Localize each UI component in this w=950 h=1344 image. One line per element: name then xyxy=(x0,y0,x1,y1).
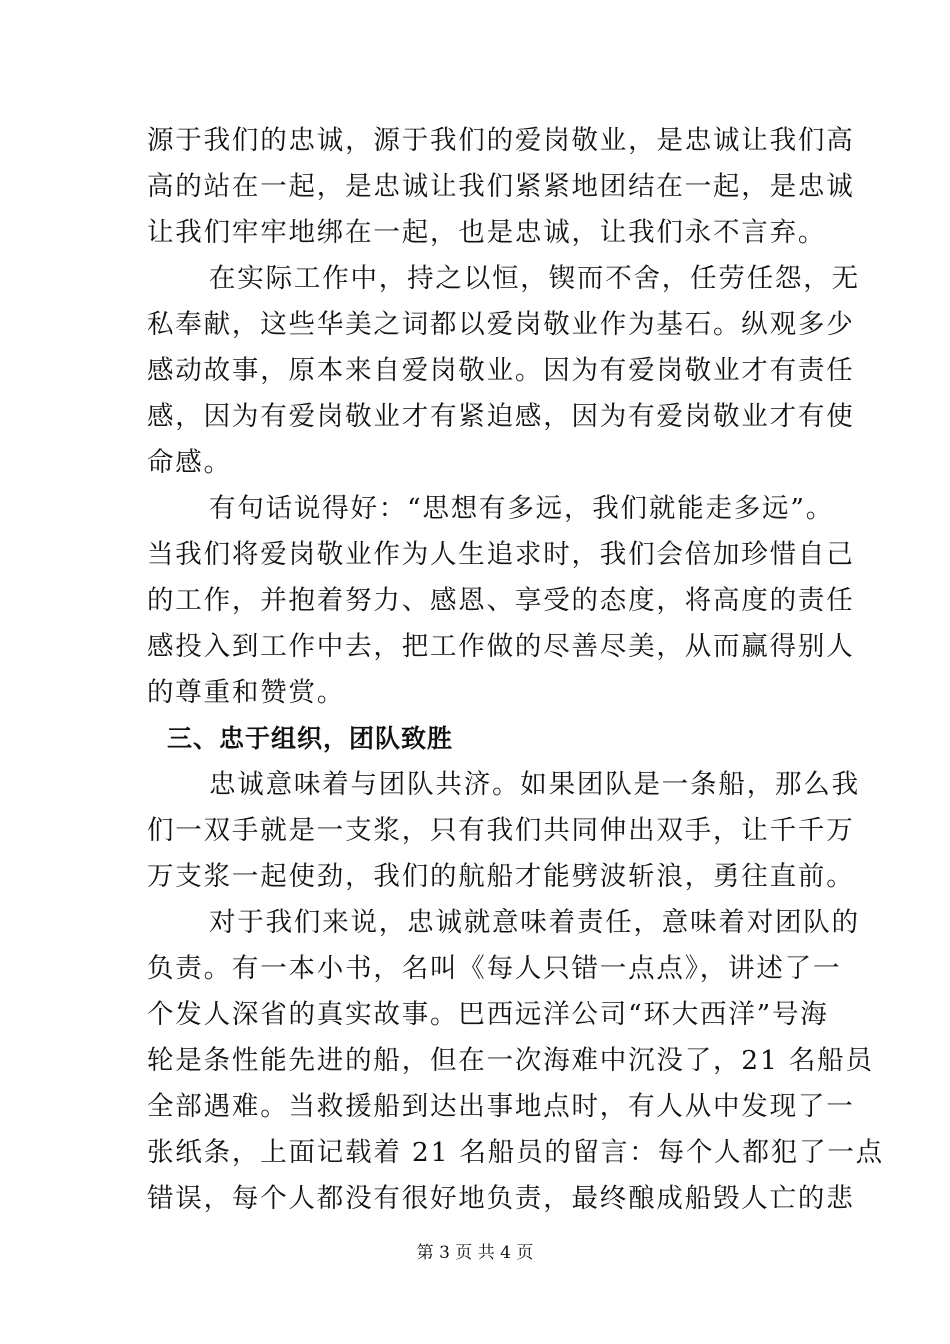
text-line: 当我们将爱岗敬业作为人生追求时，我们会倍加珍惜自己 xyxy=(147,539,855,570)
text-line: 错误，每个人都没有很好地负责，最终酿成船毁人亡的悲 xyxy=(147,1183,855,1214)
text-line: 张纸条，上面记载着 21 名船员的留言：每个人都犯了一点 xyxy=(147,1137,884,1168)
text-line: 感，因为有爱岗敬业才有紧迫感，因为有爱岗敬业才有使 xyxy=(147,401,855,432)
text-line: 全部遇难。当救援船到达出事地点时，有人从中发现了一 xyxy=(147,1091,855,1122)
text-line: 高的站在一起，是忠诚让我们紧紧地团结在一起，是忠诚 xyxy=(147,171,855,202)
text-line: 们一双手就是一支浆，只有我们共同伸出双手，让千千万 xyxy=(147,815,855,846)
section-heading: 三、忠于组织，团队致胜 xyxy=(167,724,454,753)
text-line: 私奉献，这些华美之词都以爱岗敬业作为基石。纵观多少 xyxy=(147,309,855,340)
text-line: 个发人深省的真实故事。巴西远洋公司“环大西洋”号海 xyxy=(147,999,829,1030)
text-line: 对于我们来说，忠诚就意味着责任，意味着对团队的 xyxy=(209,907,860,938)
text-line: 命感。 xyxy=(147,447,232,478)
text-line: 轮是条性能先进的船，但在一次海难中沉没了，21 名船员 xyxy=(147,1045,874,1076)
text-line: 源于我们的忠诚，源于我们的爱岗敬业，是忠诚让我们高 xyxy=(147,125,855,156)
text-line: 负责。有一本小书，名叫《每人只错一点点》，讲述了一 xyxy=(147,953,842,984)
body-text xyxy=(147,118,884,1222)
text-line: 的尊重和赞赏。 xyxy=(147,677,346,708)
text-line: 忠诚意味着与团队共济。如果团队是一条船，那么我 xyxy=(209,769,860,800)
text-line: 感投入到工作中去，把工作做的尽善尽美，从而赢得别人 xyxy=(147,631,855,662)
page-footer: 第 3 页 共 4 页 xyxy=(416,1243,534,1263)
text-line: 在实际工作中，持之以恒，锲而不舍，任劳任怨，无 xyxy=(209,263,860,294)
text-line: 感动故事，原本来自爱岗敬业。因为有爱岗敬业才有责任 xyxy=(147,355,855,386)
text-line: 有句话说得好：“思想有多远，我们就能走多远”。 xyxy=(209,493,834,524)
text-line: 让我们牢牢地绑在一起，也是忠诚，让我们永不言弃。 xyxy=(147,217,827,248)
text-line: 万支浆一起使劲，我们的航船才能劈波斩浪，勇往直前。 xyxy=(147,861,855,892)
text-line: 的工作，并抱着努力、感恩、享受的态度，将高度的责任 xyxy=(147,585,855,616)
